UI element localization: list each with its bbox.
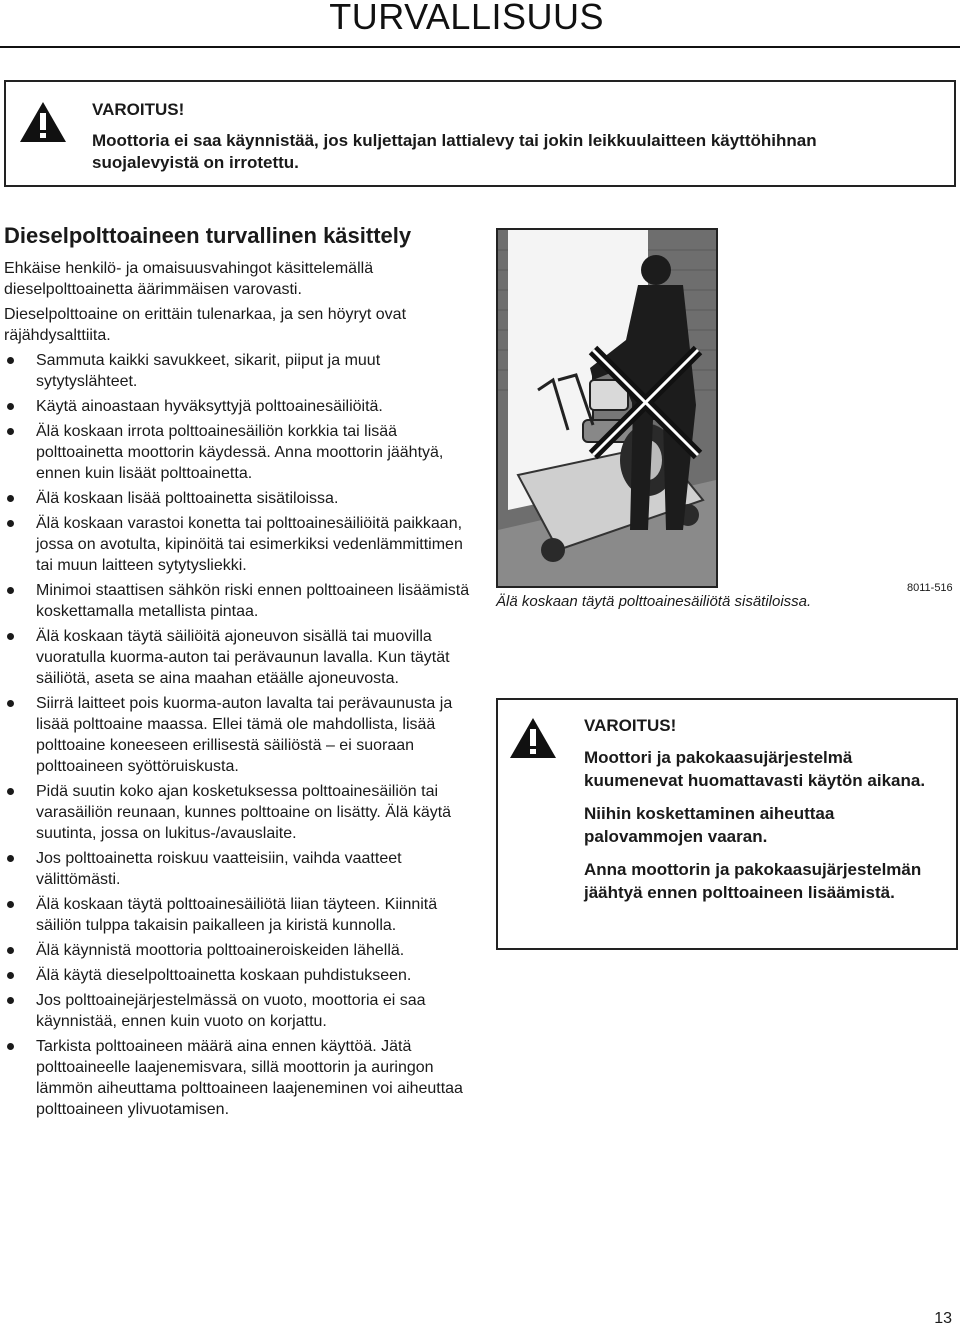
list-item: Sammuta kaikki savukkeet, sikarit, piiput ja muut sytytyslähteet. bbox=[4, 350, 474, 392]
section-intro-1: Ehkäise henkilö- ja omaisuusvahingot käsittelemällä dieselpolttoainetta äärimmäisen varovasti. bbox=[4, 260, 374, 298]
page-number: 13 bbox=[934, 1310, 952, 1327]
top-warning-text: Moottoria ei saa käynnistää, jos kuljettajan lattialevy tai jokin leikkuulaitteen käyttöhihnan suojalevyistä on irrotettu. bbox=[92, 131, 817, 172]
right-warning-paragraph: Anna moottorin ja pakokaasujärjestelmän jäähtyä ennen polttoaineen lisäämistä. bbox=[584, 860, 922, 902]
list-item: Minimoi staattisen sähkön riski ennen polttoaineen lisäämistä koskettamalla metallista pintaa. bbox=[4, 580, 474, 622]
list-item: Älä koskaan irrota polttoainesäiliön korkkia tai lisää polttoainetta moottorin käydessä. Anna moottorin jäähtyä, ennen kuin lisäät polttoainetta. bbox=[4, 421, 474, 484]
list-item: Älä koskaan täytä säiliöitä ajoneuvon sisällä tai muovilla vuoratulla kuorma-auton tai perävaunun lavalla. Kun täytät säiliötä, aseta se aina maahan etäälle ajoneuvosta. bbox=[4, 626, 474, 689]
hot-engine-warning-box bbox=[496, 698, 958, 950]
list-item: Jos polttoainetta roiskuu vaatteisiin, vaihda vaatteet välittömästi. bbox=[4, 848, 474, 890]
list-item: Siirrä laitteet pois kuorma-auton lavalta tai perävaunusta ja lisää polttoaine maassa. Ellei tämä ole mahdollista, lisää polttoaine koneeseen erillisestä säiliöstä – ei suoraan polttoaineen syöttöruiskusta. bbox=[4, 693, 474, 777]
list-item: Älä koskaan varastoi konetta tai polttoainesäiliöitä paikkaan, jossa on avotulta, kipinöitä tai esimerkiksi vedenlämmittimen tai muun laitteen sytytysliekki. bbox=[4, 513, 474, 576]
safety-bullet-list bbox=[4, 350, 474, 1120]
mower-refuel-illustration bbox=[498, 230, 716, 586]
list-item: Tarkista polttoaineen määrä aina ennen käyttöä. Jätä polttoaineelle laajenemisvara, sillä moottorin ja auringon lämmön aiheuttama polttoaineen laajeneminen voi aiheuttaa polttoaineen ylivuotamisen. bbox=[4, 1036, 474, 1120]
section-intro-2: Dieselpolttoaine on erittäin tulenarkaa, ja sen höyryt ovat räjähdysalttiita. bbox=[4, 306, 407, 344]
right-warning-paragraph: Moottori ja pakokaasujärjestelmä kuumenevat huomattavasti käytön aikana. bbox=[584, 748, 926, 790]
right-warning-body bbox=[584, 746, 940, 914]
section-title: Dieselpolttoaineen turvallinen käsittely bbox=[4, 223, 412, 248]
header-divider bbox=[0, 46, 960, 48]
warning-triangle-icon bbox=[18, 100, 68, 144]
list-item: Pidä suutin koko ajan kosketuksessa polttoainesäiliön tai varasäiliön reunaan, kunnes polttoaine on lisätty. Älä käytä suutinta, jossa on lukitus-/avauslaite. bbox=[4, 781, 474, 844]
top-warning-box bbox=[4, 80, 956, 187]
list-item: Älä käytä dieselpolttoainetta koskaan puhdistukseen. bbox=[4, 965, 474, 986]
list-item: Jos polttoainejärjestelmässä on vuoto, moottoria ei saa käynnistää, ennen kuin vuoto on korjattu. bbox=[4, 990, 474, 1032]
list-item: Älä käynnistä moottoria polttoaineroiskeiden lähellä. bbox=[4, 940, 474, 961]
fuel-handling-section bbox=[4, 222, 474, 1124]
list-item: Älä koskaan lisää polttoainetta sisätiloissa. bbox=[4, 488, 474, 509]
figure-code: 8011-516 bbox=[907, 582, 953, 594]
figure-caption: Älä koskaan täytä polttoainesäiliötä sisätiloissa. bbox=[496, 593, 812, 610]
list-item: Älä koskaan täytä polttoainesäiliötä liian täyteen. Kiinnitä säiliön tulppa takaisin paikalleen ja kiristä kunnolla. bbox=[4, 894, 474, 936]
top-warning-title: VAROITUS! bbox=[92, 100, 185, 119]
right-warning-title: VAROITUS! bbox=[584, 716, 677, 735]
list-item: Käytä ainoastaan hyväksyttyjä polttoainesäiliöitä. bbox=[4, 396, 474, 417]
warning-triangle-icon bbox=[508, 716, 558, 760]
right-warning-paragraph: Niihin koskettaminen aiheuttaa palovammojen vaaran. bbox=[584, 804, 835, 846]
page-header-title: TURVALLISUUS bbox=[329, 0, 604, 37]
refuel-indoors-illustration bbox=[496, 228, 718, 588]
